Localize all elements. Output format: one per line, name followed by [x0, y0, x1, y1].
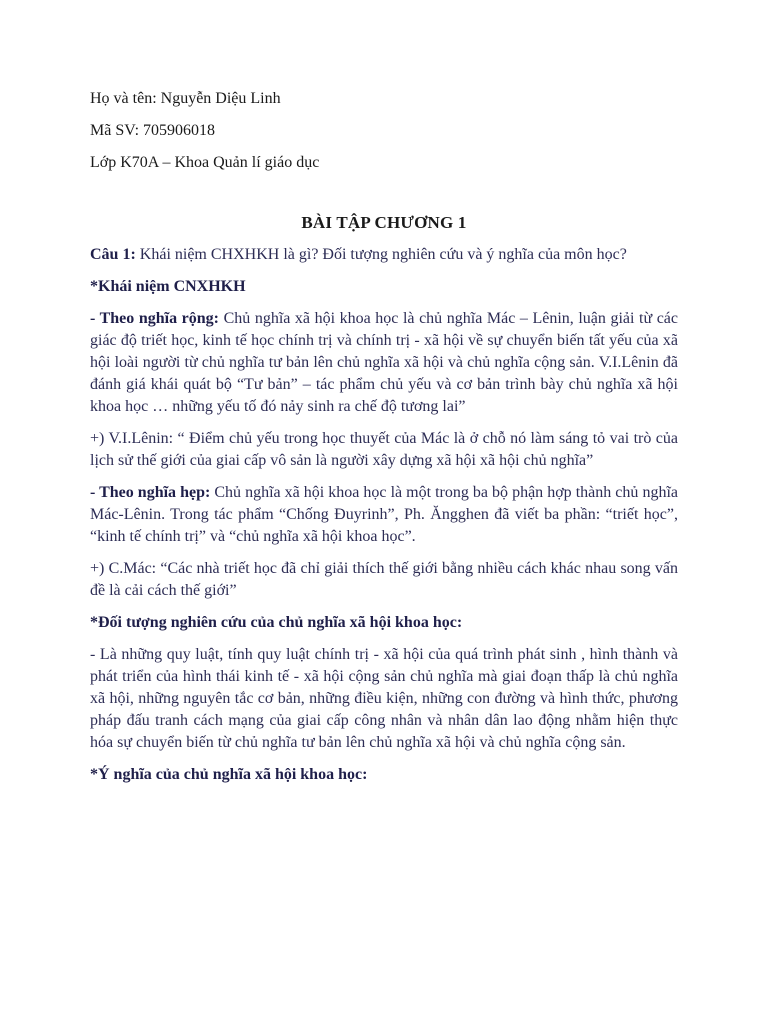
marx-quote: +) C.Mác: “Các nhà triết học đã chỉ giải thích thế giới bằng nhiều cách khác nhau song vấn đề là cải cách thế giới”: [90, 560, 678, 599]
broad-text: Chủ nghĩa xã hội khoa học là chủ nghĩa Mác – Lênin, luận giải từ các giác độ triết học, kinh tế học chính trị và chính trị - xã hội về sự chuyển biến tất yếu của xã hội loài người từ chủ nghĩa tư bản lên chủ nghĩa xã hội và chủ nghĩa cộng sản. V.I.Lênin đã đánh giá khái quát bộ “Tư bản” – tác phẩm chủ yếu và cơ bản trình bày chủ nghĩa xã hội khoa học … những yếu tố đó nảy sinh ra chế độ tương lai”: [90, 310, 679, 415]
lenin-quote: +) V.I.Lênin: “ Điểm chủ yếu trong học thuyết của Mác là ở chỗ nó làm sáng tỏ vai trò của lịch sử thế giới của giai cấp vô sản là người xây dựng xã hội xã hội chủ nghĩa”: [90, 430, 678, 469]
object-heading: *Đối tượng nghiên cứu của chủ nghĩa xã hội khoa học:: [90, 614, 463, 631]
student-id: Mã SV: 705906018: [90, 122, 216, 139]
question-text: Khái niệm CHXHKH là gì? Đối tượng nghiên cứu và ý nghĩa của môn học?: [135, 246, 627, 263]
question-label: Câu 1:: [90, 246, 136, 263]
narrow-text: Chủ nghĩa xã hội khoa học là một trong ba bộ phận hợp thành chủ nghĩa Mác-Lênin. Trong tác phẩm “Chống Đuyrinh”, Ph. Ăngghen đã viết ba phần: “triết học”, “kinh tế chính trị” và “chủ nghĩa xã hội khoa học”.: [90, 484, 678, 545]
broad-definition: [90, 308, 678, 418]
document-page: [90, 88, 678, 796]
narrow-label: - Theo nghĩa hẹp:: [90, 484, 211, 501]
question-1: [90, 244, 678, 266]
concept-heading: *Khái niệm CNXHKH: [90, 278, 246, 295]
object-text: - Là những quy luật, tính quy luật chính trị - xã hội của quá trình phát sinh , hình thành và phát triển của hình thái kinh tế - xã hội cộng sản chủ nghĩa mà giai đoạn thấp là chủ nghĩa xã hội, những nguyên tắc cơ bản, những điều kiện, những con đường và hình thức, phương pháp đấu tranh cách mạng của giai cấp công nhân và nhân dân lao động nhằm hiện thực hóa sự chuyển biến từ chủ nghĩa tư bản lên chủ nghĩa xã hội và chủ nghĩa cộng sản.: [90, 646, 678, 751]
document-title: BÀI TẬP CHƯƠNG 1: [301, 213, 467, 232]
student-name: Họ và tên: Nguyễn Diệu Linh: [90, 90, 281, 107]
meaning-heading: *Ý nghĩa của chủ nghĩa xã hội khoa học:: [90, 766, 368, 783]
broad-label: - Theo nghĩa rộng:: [90, 310, 219, 327]
narrow-definition: [90, 482, 678, 548]
student-class: Lớp K70A – Khoa Quản lí giáo dục: [90, 154, 320, 171]
